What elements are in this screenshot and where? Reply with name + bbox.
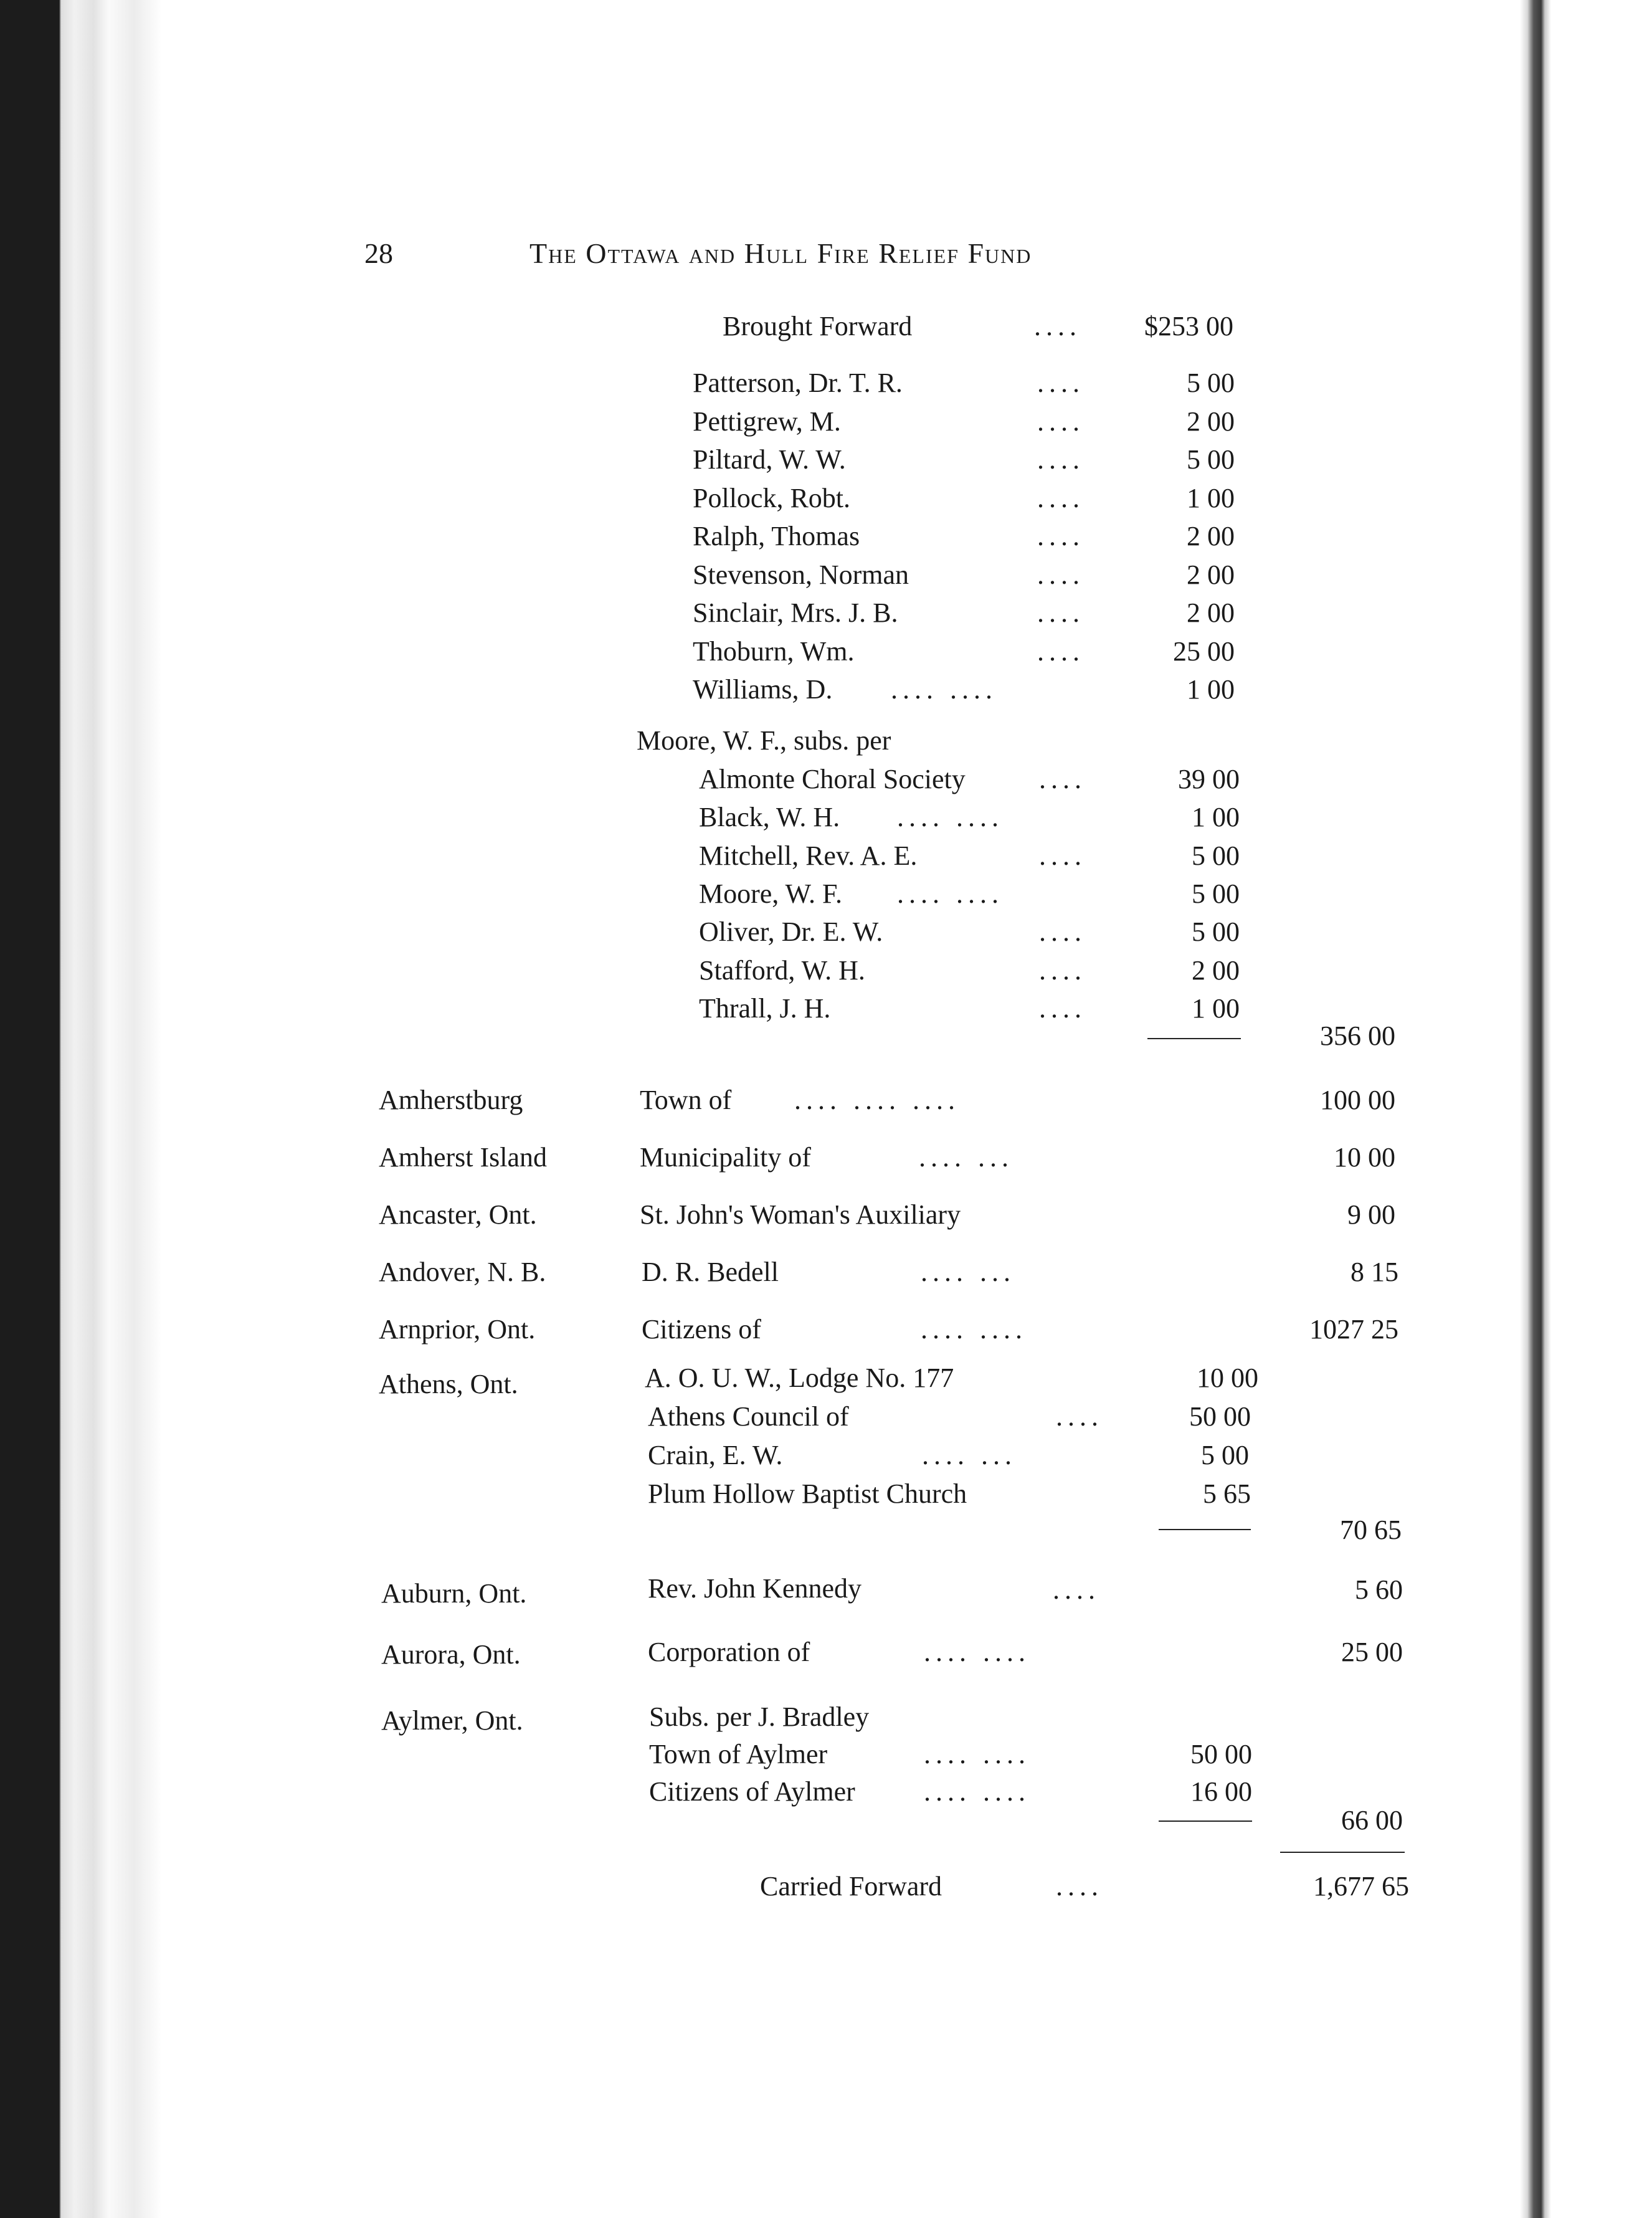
place-name: Amherst Island	[379, 1142, 548, 1173]
list-item-amount: 5 65	[1203, 1478, 1251, 1509]
place-desc: Rev. John Kennedy	[648, 1573, 862, 1604]
list-item-leader: .... ....	[924, 1776, 1030, 1807]
list-item-leader: ....	[1037, 521, 1085, 551]
grand-total-rule	[1280, 1852, 1405, 1853]
list-item-amount: 2 00	[1187, 597, 1235, 628]
place-name: Auburn, Ont.	[381, 1578, 527, 1609]
place-name: Arnprior, Ont.	[379, 1314, 536, 1345]
place-leader: .... .... ....	[794, 1085, 960, 1115]
place-desc: D. R. Bedell	[642, 1257, 779, 1287]
list-item-name: Black, W. H.	[699, 802, 840, 832]
place-total: 5 60	[1355, 1574, 1403, 1605]
list-item-name: A. O. U. W., Lodge No. 177	[645, 1363, 954, 1393]
list-item-amount: 50 00	[1189, 1401, 1251, 1432]
place-name: Athens, Ont.	[379, 1369, 518, 1399]
page-number: 28	[364, 237, 393, 269]
list-item-amount: 5 00	[1187, 444, 1235, 475]
list-item-leader: ....	[1039, 955, 1086, 986]
running-title: The Ottawa and Hull Fire Relief Fund	[529, 237, 1032, 269]
brought-forward-leader: ....	[1034, 311, 1081, 341]
carried-forward-amount: 1,677 65	[1313, 1871, 1409, 1901]
place-desc: Municipality of	[640, 1142, 811, 1173]
subtotal-rule	[1147, 1038, 1241, 1039]
list-item-amount: 10 00	[1197, 1363, 1258, 1393]
group-total: 70 65	[1340, 1515, 1402, 1545]
subscription-header: Moore, W. F., subs. per	[637, 725, 891, 756]
list-item-leader: ....	[1037, 636, 1085, 667]
list-item-amount: 1 00	[1187, 674, 1235, 705]
list-item-amount: 5 00	[1192, 916, 1240, 947]
carried-forward-leader: ....	[1056, 1871, 1103, 1901]
list-item-leader: ....	[1039, 916, 1086, 947]
list-item-name: Citizens of Aylmer	[649, 1776, 855, 1807]
place-name: Andover, N. B.	[379, 1257, 546, 1287]
list-item-leader: .... ....	[891, 674, 997, 705]
page-edge-left	[0, 0, 162, 2218]
list-item-name: Williams, D.	[693, 674, 833, 705]
list-item-amount: 2 00	[1187, 559, 1235, 590]
list-item-leader: ....	[1037, 444, 1085, 475]
place-name: Ancaster, Ont.	[379, 1199, 537, 1230]
list-item-name: Moore, W. F.	[699, 878, 842, 909]
list-item-amount: 5 00	[1187, 368, 1235, 398]
list-item-leader: ....	[1037, 483, 1085, 513]
list-item-name: Crain, E. W.	[648, 1440, 783, 1470]
list-item-name: Athens Council of	[648, 1401, 849, 1432]
list-item-name: Patterson, Dr. T. R.	[693, 368, 903, 398]
list-item-amount: 39 00	[1178, 764, 1240, 794]
brought-forward-amount: $253 00	[1144, 311, 1233, 341]
list-item-amount: 5 00	[1201, 1440, 1249, 1470]
place-leader: .... ...	[919, 1142, 1014, 1173]
carried-forward-label: Carried Forward	[760, 1871, 942, 1901]
group-total: 356 00	[1320, 1021, 1395, 1051]
list-item-leader: ....	[1039, 840, 1086, 871]
list-item-amount: 5 00	[1192, 840, 1240, 871]
brought-forward-label: Brought Forward	[723, 311, 913, 341]
place-total: 10 00	[1334, 1142, 1395, 1173]
list-item-amount: 50 00	[1190, 1739, 1252, 1769]
list-item-amount: 16 00	[1190, 1776, 1252, 1807]
place-desc: Citizens of	[642, 1314, 761, 1345]
list-item-amount: 2 00	[1187, 406, 1235, 437]
subscription-header: Subs. per J. Bradley	[649, 1702, 870, 1732]
list-item-name: Thoburn, Wm.	[693, 636, 855, 667]
list-item-amount: 25 00	[1173, 636, 1235, 667]
list-item-name: Pollock, Robt.	[693, 483, 851, 513]
place-total: 100 00	[1320, 1085, 1395, 1115]
place-total: 25 00	[1341, 1637, 1403, 1667]
list-item-leader: ....	[1037, 406, 1085, 437]
subtotal-rule	[1159, 1529, 1251, 1530]
list-item-name: Plum Hollow Baptist Church	[648, 1478, 967, 1509]
list-item-name: Sinclair, Mrs. J. B.	[693, 597, 898, 628]
list-item-amount: 5 00	[1192, 878, 1240, 909]
place-leader: .... ....	[921, 1314, 1027, 1345]
place-name: Aurora, Ont.	[381, 1639, 521, 1670]
group-total: 66 00	[1341, 1805, 1403, 1835]
list-item-name: Pettigrew, M.	[693, 406, 841, 437]
list-item-name: Thrall, J. H.	[699, 993, 831, 1024]
list-item-leader: .... ....	[897, 802, 1004, 832]
list-item-amount: 1 00	[1192, 802, 1240, 832]
place-name: Amherstburg	[379, 1085, 523, 1115]
list-item-name: Stafford, W. H.	[699, 955, 865, 986]
list-item-leader: ....	[1037, 368, 1085, 398]
place-total: 8 15	[1351, 1257, 1398, 1287]
list-item-name: Piltard, W. W.	[693, 444, 846, 475]
place-leader: .... ....	[924, 1637, 1030, 1667]
place-leader: ....	[1053, 1574, 1100, 1605]
place-name: Aylmer, Ont.	[381, 1705, 523, 1736]
list-item-name: Mitchell, Rev. A. E.	[699, 840, 918, 871]
list-item-leader: ....	[1037, 597, 1085, 628]
list-item-amount: 1 00	[1187, 483, 1235, 513]
list-item-amount: 2 00	[1187, 521, 1235, 551]
list-item-leader: ....	[1037, 559, 1085, 590]
list-item-leader: .... ....	[924, 1739, 1030, 1769]
list-item-name: Almonte Choral Society	[699, 764, 966, 794]
list-item-leader: .... ....	[897, 878, 1004, 909]
page-edge-right	[1520, 0, 1652, 2218]
list-item-leader: ....	[1056, 1401, 1103, 1432]
page-header	[364, 237, 1237, 274]
place-desc: Town of	[640, 1085, 732, 1115]
list-item-amount: 2 00	[1192, 955, 1240, 986]
list-item-leader: ....	[1039, 993, 1086, 1024]
list-item-leader: ....	[1039, 764, 1086, 794]
subtotal-rule	[1159, 1821, 1252, 1822]
list-item-leader: .... ...	[922, 1440, 1017, 1470]
list-item-name: Ralph, Thomas	[693, 521, 860, 551]
list-item-name: Oliver, Dr. E. W.	[699, 916, 883, 947]
place-desc: Corporation of	[648, 1637, 810, 1667]
list-item-name: Town of Aylmer	[649, 1739, 828, 1769]
place-desc: St. John's Woman's Auxiliary	[640, 1199, 961, 1230]
list-item-amount: 1 00	[1192, 993, 1240, 1024]
place-total: 9 00	[1347, 1199, 1395, 1230]
place-total: 1027 25	[1309, 1314, 1398, 1345]
list-item-name: Stevenson, Norman	[693, 559, 909, 590]
place-leader: .... ...	[921, 1257, 1015, 1287]
